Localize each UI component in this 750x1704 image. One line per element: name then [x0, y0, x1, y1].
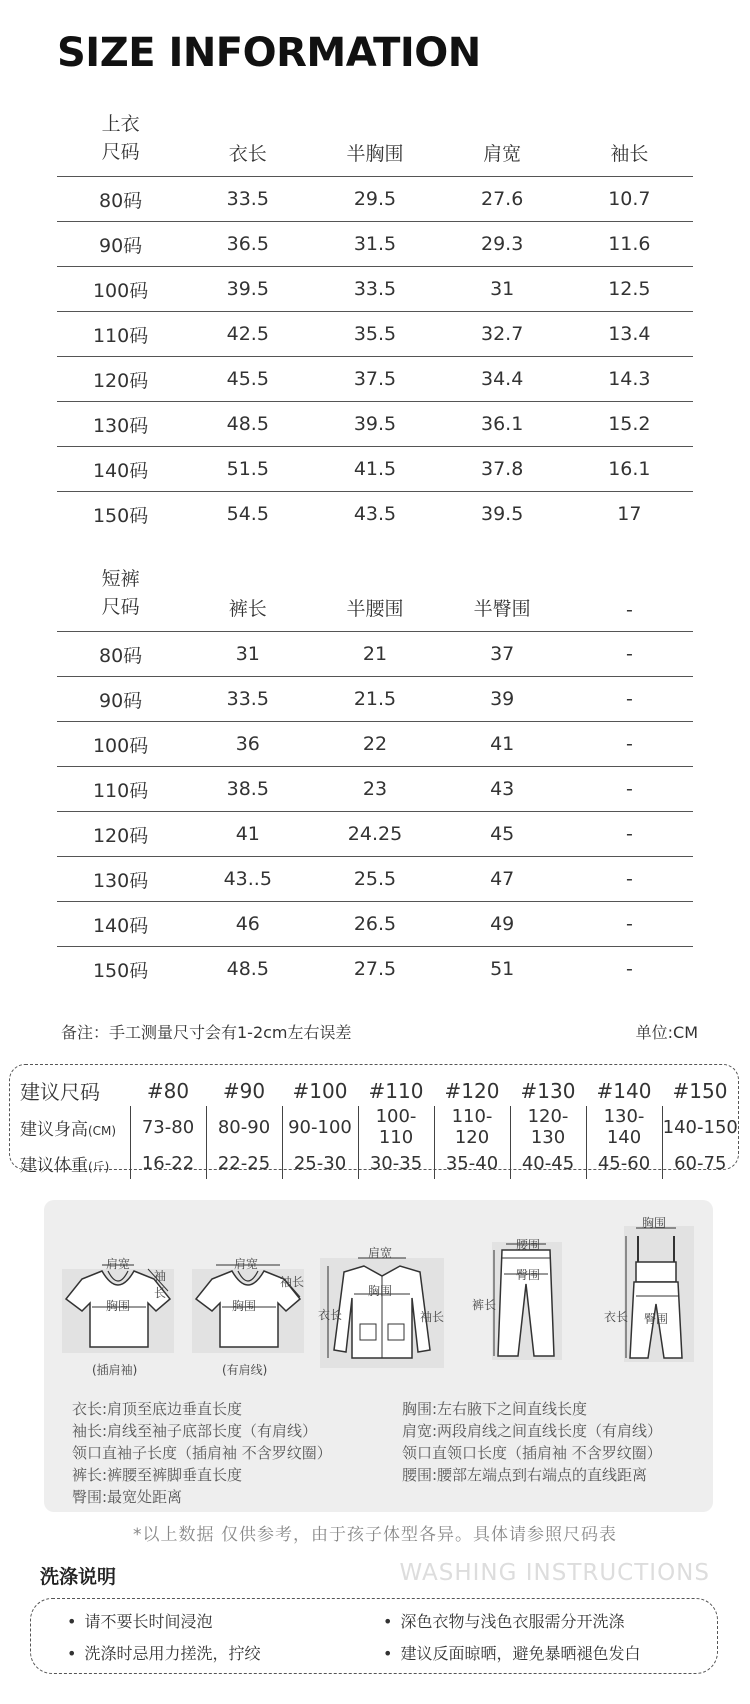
washing-instructions-box	[30, 1598, 718, 1674]
weight-cell: 22-25	[206, 1148, 282, 1179]
value-cell: 37.5	[311, 357, 438, 402]
value-cell: 51.5	[184, 447, 311, 492]
size-cell: #80	[146, 1078, 190, 1103]
value-cell: 27.5	[311, 947, 438, 992]
value-cell: -	[566, 812, 693, 857]
table-header	[57, 100, 693, 177]
value-cell: 21.5	[311, 677, 438, 722]
size-cell: 110码	[57, 767, 184, 812]
table-row	[57, 267, 693, 312]
length-label: 衣长	[318, 1308, 343, 1322]
header-cell: -	[625, 599, 633, 621]
value-cell: 46	[184, 902, 311, 947]
size-cell: 80码	[57, 632, 184, 677]
value-cell: 33.5	[184, 677, 311, 722]
washing-item: • 深色衣物与浅色衣服需分开洗涤	[383, 1609, 624, 1632]
value-cell: 54.5	[184, 492, 311, 537]
length-label: 衣长	[604, 1310, 629, 1324]
weight-cell: 30-35	[358, 1148, 434, 1179]
header-cell: 半腰围	[346, 598, 404, 620]
shoulder-label: 肩宽	[234, 1257, 259, 1271]
waist-label: 腰围	[516, 1238, 541, 1252]
description-line: 领口直袖子长度（插肩袖 不含罗纹圈）	[72, 1444, 332, 1462]
value-cell: 38.5	[184, 767, 311, 812]
washing-item: • 建议反面晾晒，避免暴晒褪色发白	[383, 1641, 640, 1664]
measurement-descriptions-right	[402, 1398, 662, 1486]
value-cell: 37.8	[439, 447, 566, 492]
recommendation-box	[9, 1064, 739, 1176]
height-cell: 90-100	[282, 1106, 358, 1148]
height-cell: 100-110	[358, 1106, 434, 1148]
value-cell: 34.4	[439, 357, 566, 402]
size-cell: #130	[520, 1078, 576, 1103]
weight-cell: 45-60	[586, 1148, 662, 1179]
description-line: 腰围:腰部左端点到右端点的直线距离	[402, 1466, 648, 1484]
size-cell: 100码	[57, 267, 184, 312]
value-cell: 11.6	[566, 222, 693, 267]
weight-cell: 16-22	[130, 1148, 206, 1179]
size-cell: 120码	[57, 357, 184, 402]
washing-item: • 洗涤时忌用力搓洗，拧绞	[67, 1641, 260, 1664]
value-cell: -	[566, 902, 693, 947]
height-row	[10, 1106, 738, 1148]
table-row	[57, 902, 693, 947]
value-cell: 37	[439, 632, 566, 677]
table-header	[57, 555, 693, 632]
shoulder-seam-caption: (有肩线)	[222, 1363, 268, 1377]
unit-note: 单位:CM	[635, 1023, 698, 1042]
tshirt-shoulder-seam-diagram	[192, 1255, 305, 1377]
description-line: 臀围:最宽处距离	[72, 1488, 183, 1506]
bottom-size-table	[57, 555, 693, 991]
overalls-icon	[616, 1212, 694, 1362]
height-unit: (CM)	[88, 1123, 117, 1138]
header-cell: 衣长	[228, 143, 267, 165]
weight-unit: (斤)	[88, 1160, 110, 1174]
value-cell: 39.5	[184, 267, 311, 312]
value-cell: 43	[439, 767, 566, 812]
value-cell: -	[566, 632, 693, 677]
value-cell: 17	[566, 492, 693, 537]
table-row	[57, 812, 693, 857]
value-cell: 25.5	[311, 857, 438, 902]
measurement-note: 备注：手工测量尺寸会有1-2cm左右误差	[61, 1023, 352, 1042]
header-cell: 短裤 尺码	[101, 568, 140, 618]
pants-diagram	[472, 1236, 562, 1360]
height-cell: 140-150	[662, 1106, 738, 1148]
top-size-table	[57, 100, 693, 536]
value-cell: 12.5	[566, 267, 693, 312]
size-cell: #100	[292, 1078, 348, 1103]
value-cell: 33.5	[311, 267, 438, 312]
table-row	[57, 222, 693, 267]
table-row	[57, 312, 693, 357]
header-cell: 半胸围	[346, 143, 404, 165]
description-line: 袖长:肩线至袖子底部长度（有肩线）	[72, 1422, 318, 1440]
size-cell: #120	[444, 1078, 500, 1103]
size-cell: #110	[368, 1078, 424, 1103]
table-row	[57, 947, 693, 992]
value-cell: 47	[439, 857, 566, 902]
washing-title-en: WASHING INSTRUCTIONS	[399, 1560, 710, 1586]
table-row	[57, 632, 693, 677]
value-cell: 14.3	[566, 357, 693, 402]
row-label: 建议身高(CM)	[20, 1119, 117, 1140]
recommendation-table	[10, 1075, 738, 1179]
weight-row	[10, 1148, 738, 1179]
shoulder-label: 肩宽	[106, 1257, 131, 1271]
jacket-diagram	[318, 1246, 445, 1368]
hip-label: 臀围	[644, 1312, 669, 1326]
size-cell: 90码	[57, 677, 184, 722]
value-cell: -	[566, 947, 693, 992]
value-cell: -	[566, 722, 693, 767]
measurement-descriptions-left	[72, 1398, 332, 1508]
value-cell: 45	[439, 812, 566, 857]
size-cell: #90	[222, 1078, 266, 1103]
size-cell: #140	[596, 1078, 652, 1103]
value-cell: 10.7	[566, 177, 693, 222]
hip-label: 臀围	[516, 1268, 541, 1282]
height-cell: 80-90	[206, 1106, 282, 1148]
description-line: 衣长:肩顶至底边垂直长度	[72, 1400, 243, 1418]
weight-cell: 60-75	[662, 1148, 738, 1179]
table-row	[57, 177, 693, 222]
value-cell: 23	[311, 767, 438, 812]
weight-cell: 40-45	[510, 1148, 586, 1179]
value-cell: 21	[311, 632, 438, 677]
value-cell: 26.5	[311, 902, 438, 947]
value-cell: 49	[439, 902, 566, 947]
chest-label: 胸围	[642, 1216, 667, 1230]
value-cell: 43.5	[311, 492, 438, 537]
value-cell: 48.5	[184, 402, 311, 447]
table-row	[57, 677, 693, 722]
row-label: 建议体重(斤)	[20, 1156, 110, 1176]
value-cell: 29.5	[311, 177, 438, 222]
description-line: 领口直领口长度（插肩袖 不含罗纹圈）	[402, 1444, 662, 1462]
size-cell: 80码	[57, 177, 184, 222]
value-cell: 36.1	[439, 402, 566, 447]
value-cell: 27.6	[439, 177, 566, 222]
row-label: 建议尺码	[20, 1080, 100, 1104]
size-cell: 120码	[57, 812, 184, 857]
value-cell: 39.5	[311, 402, 438, 447]
size-cell: 130码	[57, 857, 184, 902]
size-cell: 140码	[57, 902, 184, 947]
value-cell: 31	[439, 267, 566, 312]
value-cell: 16.1	[566, 447, 693, 492]
value-cell: 33.5	[184, 177, 311, 222]
height-cell: 120-130	[510, 1106, 586, 1148]
size-cell: 130码	[57, 402, 184, 447]
overalls-diagram	[604, 1212, 694, 1362]
weight-cell: 25-30	[282, 1148, 358, 1179]
height-cell: 130-140	[586, 1106, 662, 1148]
table-row	[57, 722, 693, 767]
header-cell: 袖长	[610, 143, 649, 165]
value-cell: 48.5	[184, 947, 311, 992]
value-cell: 39	[439, 677, 566, 722]
weight-cell: 35-40	[434, 1148, 510, 1179]
value-cell: 41	[439, 722, 566, 767]
size-cell: #150	[672, 1078, 728, 1103]
value-cell: 15.2	[566, 402, 693, 447]
height-cell: 110-120	[434, 1106, 510, 1148]
value-cell: 29.3	[439, 222, 566, 267]
tshirt-raglan-diagram	[62, 1255, 174, 1377]
value-cell: 22	[311, 722, 438, 767]
size-cell: 150码	[57, 492, 184, 537]
value-cell: -	[566, 767, 693, 812]
size-cell: 100码	[57, 722, 184, 767]
size-cell: 110码	[57, 312, 184, 357]
value-cell: 36.5	[184, 222, 311, 267]
value-cell: 31	[184, 632, 311, 677]
header-cell: 上衣 尺码	[101, 113, 140, 163]
value-cell: 31.5	[311, 222, 438, 267]
size-cell: 90码	[57, 222, 184, 267]
header-cell: 肩宽	[483, 143, 522, 165]
value-cell: 42.5	[184, 312, 311, 357]
size-cell: 150码	[57, 947, 184, 992]
value-cell: 45.5	[184, 357, 311, 402]
value-cell: 39.5	[439, 492, 566, 537]
size-row	[10, 1075, 738, 1106]
chest-label: 胸围	[368, 1284, 393, 1298]
sleeve-label: 袖长	[280, 1275, 305, 1289]
table-row	[57, 402, 693, 447]
value-cell: 41	[184, 812, 311, 857]
description-line: 胸围:左右腋下之间直线长度	[402, 1400, 588, 1418]
disclaimer-text: *以上数据 仅供参考，由于孩子体型各异。具体请参照尺码表	[133, 1525, 617, 1545]
value-cell: -	[566, 857, 693, 902]
value-cell: 24.25	[311, 812, 438, 857]
table-row	[57, 492, 693, 537]
header-cell: 裤长	[228, 598, 267, 620]
sleeve-label: 袖长	[154, 1269, 167, 1300]
value-cell: 51	[439, 947, 566, 992]
shoulder-label: 肩宽	[368, 1246, 393, 1260]
table-row	[57, 357, 693, 402]
value-cell: 35.5	[311, 312, 438, 357]
value-cell: 13.4	[566, 312, 693, 357]
header-cell: 半臀围	[473, 598, 531, 620]
height-cell: 73-80	[130, 1106, 206, 1148]
table-row	[57, 857, 693, 902]
description-line: 肩宽:两段肩线之间直线长度（有肩线）	[402, 1422, 663, 1440]
measurement-diagram-panel	[44, 1200, 713, 1512]
page-title: SIZE INFORMATION	[57, 30, 481, 76]
raglan-caption: (插肩袖)	[92, 1363, 138, 1377]
chest-label: 胸围	[106, 1299, 131, 1313]
size-cell: 140码	[57, 447, 184, 492]
description-line: 裤长:裤腰至裤脚垂直长度	[72, 1466, 243, 1484]
length-label: 裤长	[472, 1298, 497, 1312]
table-row	[57, 447, 693, 492]
value-cell: 43..5	[184, 857, 311, 902]
chest-label: 胸围	[232, 1299, 257, 1313]
washing-item: • 请不要长时间浸泡	[67, 1609, 212, 1632]
value-cell: -	[566, 677, 693, 722]
value-cell: 41.5	[311, 447, 438, 492]
washing-title: 洗涤说明	[40, 1566, 117, 1588]
table-row	[57, 767, 693, 812]
value-cell: 36	[184, 722, 311, 767]
value-cell: 32.7	[439, 312, 566, 357]
sleeve-label: 袖长	[420, 1310, 445, 1324]
